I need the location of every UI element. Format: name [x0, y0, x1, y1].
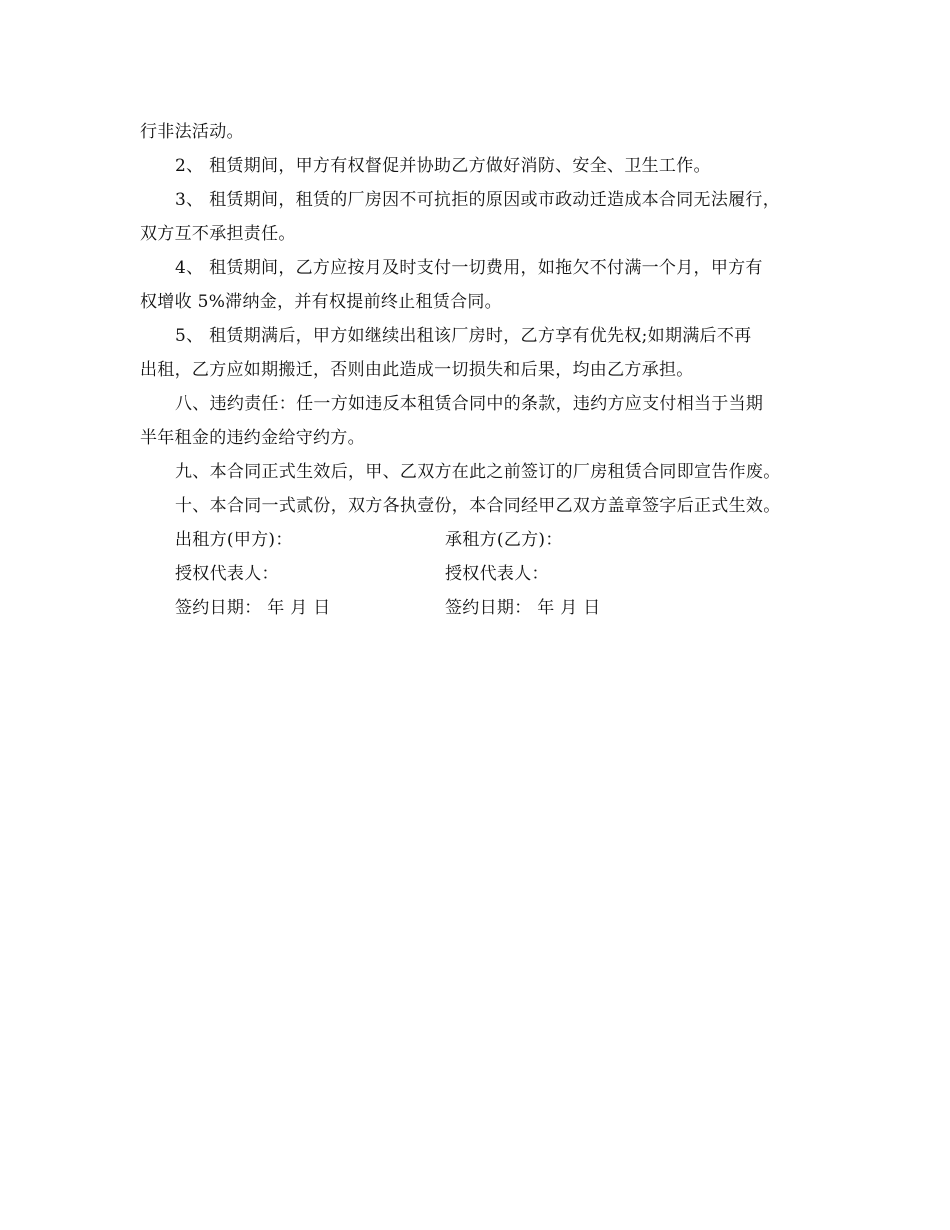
lessee-label: 承租方(乙方)： — [445, 530, 563, 550]
clause-line-3: 3、 租赁期间，租赁的厂房因不可抗拒的原因或市政动迁造成本合同无法履行， — [175, 190, 781, 210]
contract-body — [140, 115, 820, 625]
clause-line-1: 行非法活动。 — [140, 122, 244, 142]
clause-line-6: 权增收 5%滞纳金，并有权提前终止租赁合同。 — [140, 292, 502, 312]
clause-line-9: 八、违约责任：任一方如违反本租赁合同中的条款，违约方应支付相当于当期 — [175, 394, 764, 414]
clause-line-12: 十、本合同一式贰份，双方各执壹份，本合同经甲乙双方盖章签字后正式生效。 — [175, 496, 781, 516]
signature-representative-row — [140, 557, 820, 591]
lessee-sign-date: 签约日期： 年 月 日 — [445, 598, 601, 618]
clause-line-2: 2、 租赁期间，甲方有权督促并协助乙方做好消防、安全、卫生工作。 — [175, 156, 711, 176]
lessor-representative-label: 授权代表人： — [175, 564, 279, 584]
clause-line-11: 九、本合同正式生效后，甲、乙双方在此之前签订的厂房租赁合同即宣告作废。 — [175, 462, 781, 482]
lessor-label: 出租方(甲方)： — [175, 530, 293, 550]
lessee-representative-label: 授权代表人： — [445, 564, 549, 584]
signature-party-row — [140, 523, 820, 557]
clause-line-4: 双方互不承担责任。 — [140, 224, 296, 244]
clause-line-5: 4、 租赁期间，乙方应按月及时支付一切费用，如拖欠不付满一个月，甲方有 — [175, 258, 763, 278]
clause-line-7: 5、 租赁期满后，甲方如继续出租该厂房时，乙方享有优先权;如期满后不再 — [175, 326, 752, 346]
clause-line-10: 半年租金的违约金给守约方。 — [140, 428, 365, 448]
signature-date-row — [140, 591, 820, 625]
clause-line-8: 出租，乙方应如期搬迁，否则由此造成一切损失和后果，均由乙方承担。 — [140, 360, 694, 380]
lessor-sign-date: 签约日期： 年 月 日 — [175, 598, 331, 618]
